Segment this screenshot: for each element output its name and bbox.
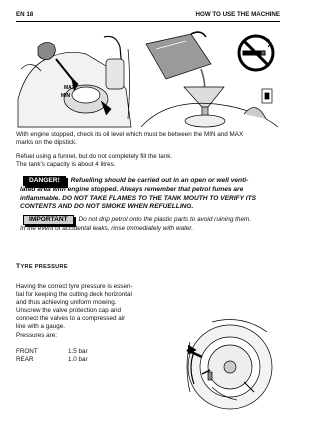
table-row [16, 348, 88, 356]
tyre-line-7: Pressures are: [16, 331, 57, 339]
pressure-position: FRONT [16, 348, 38, 355]
oil-check-line-1: With engine stopped, check its oil level which must be between the MIN and MAX [16, 131, 244, 138]
important-line-1: Do not drip petrol onto the plastic parts to avoid ruining them. [78, 216, 252, 223]
danger-line-1: Refuelling should be carried out in an open or well venti- [70, 177, 249, 184]
oil-check-line-2: marks on the dipstick. [16, 139, 77, 147]
tyre-line-5: connect the valves to a compressed air [16, 315, 126, 323]
danger-line-3: inflammable. DO NOT TAKE FLAMES TO THE TANK MOUTH TO VERIFY ITS [20, 194, 257, 202]
tyre-line-2: tial for keeping the cutting deck horizontal [16, 291, 132, 299]
pressure-table [16, 348, 88, 364]
no-smoking-icon [239, 36, 273, 70]
dipstick-figure [18, 36, 131, 127]
refuel-line-2: The tank's capacity is about 4 litres. [16, 161, 116, 169]
oil-check-paragraph [16, 131, 286, 147]
min-label: MIN [61, 93, 71, 99]
danger-warning [20, 176, 286, 212]
pressure-position: REAR [16, 356, 34, 364]
pressure-value: 1.0 bar [68, 356, 88, 364]
danger-badge: DANGER! [23, 176, 66, 186]
max-label: MAX [64, 85, 76, 91]
important-badge: IMPORTANT [23, 215, 74, 225]
tyre-line-1: Having the correct tyre pressure is essen- [16, 283, 133, 290]
important-line-2: In the event of accidental leaks, rinse immediately with water. [20, 225, 194, 232]
tyre-line-6: line with a gauge. [16, 323, 66, 331]
header-rule [16, 21, 280, 22]
danger-line-2: lated area with engine stopped. Always remember that petrol fumes are [20, 186, 244, 193]
pressure-value: 1.5 bar [68, 348, 88, 355]
tyre-line-4: Unscrew the valve protection cap and [16, 307, 122, 315]
tyre-line-3: and thus achieving uniform mowing. [16, 299, 117, 307]
table-row [16, 356, 88, 364]
tyre-pressure-heading: TYRE PRESSURE [16, 263, 68, 270]
tyre-paragraph [16, 283, 176, 340]
danger-line-4: CONTENTS AND DO NOT SMOKE WHEN REFUELLING. [20, 203, 194, 210]
refuel-paragraph [16, 153, 286, 169]
section-title: HOW TO USE THE MACHINE [195, 11, 280, 18]
oil-and-refuel-illustration [16, 29, 280, 129]
refuel-line-1: Refuel using a funnel, but do not completely fill the tank. [16, 153, 173, 160]
tyre-valve-illustration [182, 312, 282, 412]
page-number: EN 18 [16, 11, 34, 18]
important-note [20, 215, 286, 233]
